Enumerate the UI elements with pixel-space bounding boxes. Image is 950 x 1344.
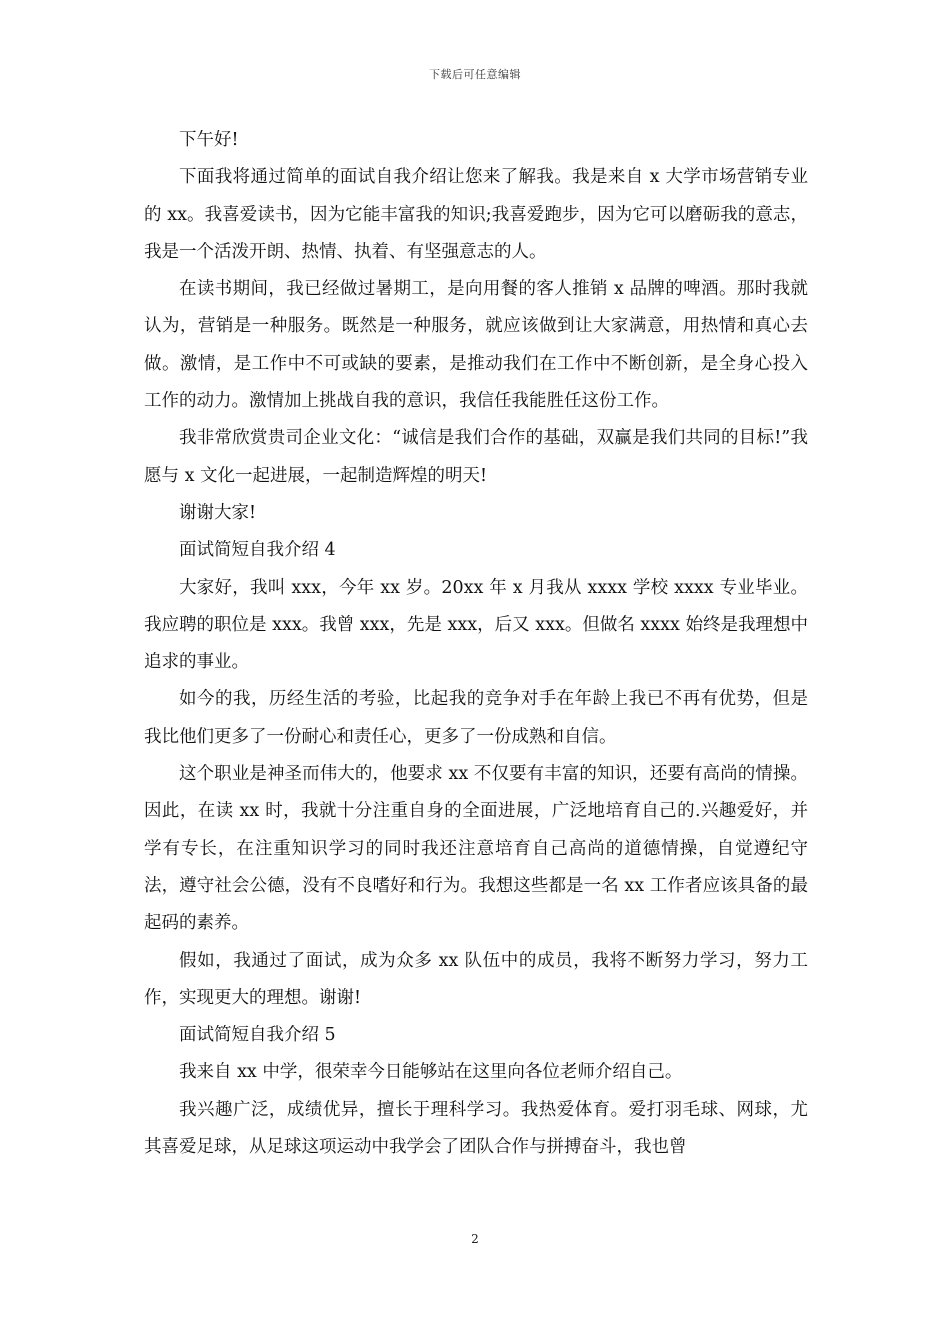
section4-experience-paragraph: 如今的我，历经生活的考验，比起我的竞争对手在年龄上我已不再有优势，但是我比他们更多了一份耐心和责任心，更多了一份成熟和自信。 — [144, 689, 808, 747]
section-heading-4: 面试简短自我介绍 4 — [179, 540, 336, 561]
section5-interests-paragraph: 我兴趣广泛，成绩优异，擅长于理科学习。我热爱体育。爱打羽毛球、网球，尤其喜爱足球，从足球这项运动中我学会了团队合作与拼搏奋斗，我也曾 — [144, 1099, 808, 1158]
experience-paragraph: 在读书期间，我已经做过暑期工，是向用餐的客人推销 x 品牌的啤酒。那时我就认为，营销是一种服务。既然是一种服务，就应该做到让大家满意，用热情和真心去做。激情，是工作中不可或缺的要素，是推动我们在工作中不断创新，是全身心投入工作的动力。激情加上挑战自我的意识，我信任我能胜任这份工作。 — [144, 279, 808, 412]
header-note: 下载后可任意编辑 — [429, 68, 521, 81]
section4-career-paragraph: 这个职业是神圣而伟大的，他要求 xx 不仅要有丰富的知识，还要有高尚的情操。因此，在读 xx 时，我就十分注重自身的全面进展，广泛地培育自己的.兴趣爱好，并学有专长，在注重知识学习的同时我还注意培育自己高尚的道德情操，自觉遵纪守法，遵守社会公德，没有不良嗜好和行为。我想这些都是一名 xx 工作者应该具备的最起码的素养。 — [144, 764, 808, 934]
section-heading-5: 面试简短自我介绍 5 — [179, 1025, 336, 1046]
section4-intro-paragraph: 大家好，我叫 xxx，今年 xx 岁。20xx 年 x 月我从 xxxx 学校 xxxx 专业毕业。我应聘的职位是 xxx。我曾 xxx，先是 xxx，后又 xxx。但做名 xxxx 始终是我理想中追求的事业。 — [144, 577, 808, 673]
thanks-paragraph: 谢谢大家! — [179, 502, 257, 523]
culture-paragraph: 我非常欣赏贵司企业文化：“诚信是我们合作的基础，双赢是我们共同的目标!”我愿与 x 文化一起进展，一起制造辉煌的明天! — [144, 428, 808, 486]
page-number: 2 — [471, 1232, 479, 1246]
section4-closing-paragraph: 假如，我通过了面试，成为众多 xx 队伍中的成员，我将不断努力学习，努力工作，实现更大的理想。谢谢! — [144, 950, 808, 1008]
document-body — [144, 122, 808, 1166]
intro-paragraph: 下面我将通过简单的面试自我介绍让您来了解我。我是来自 x 大学市场营销专业的 xx。我喜爱读书，因为它能丰富我的知识;我喜爱跑步，因为它可以磨砺我的意志，我是一个活泼开朗、热情、执着、有坚强意志的人。 — [144, 167, 808, 262]
greeting-paragraph: 下午好! — [179, 130, 239, 150]
section5-intro-paragraph: 我来自 xx 中学，很荣幸今日能够站在这里向各位老师介绍自己。 — [179, 1062, 683, 1083]
